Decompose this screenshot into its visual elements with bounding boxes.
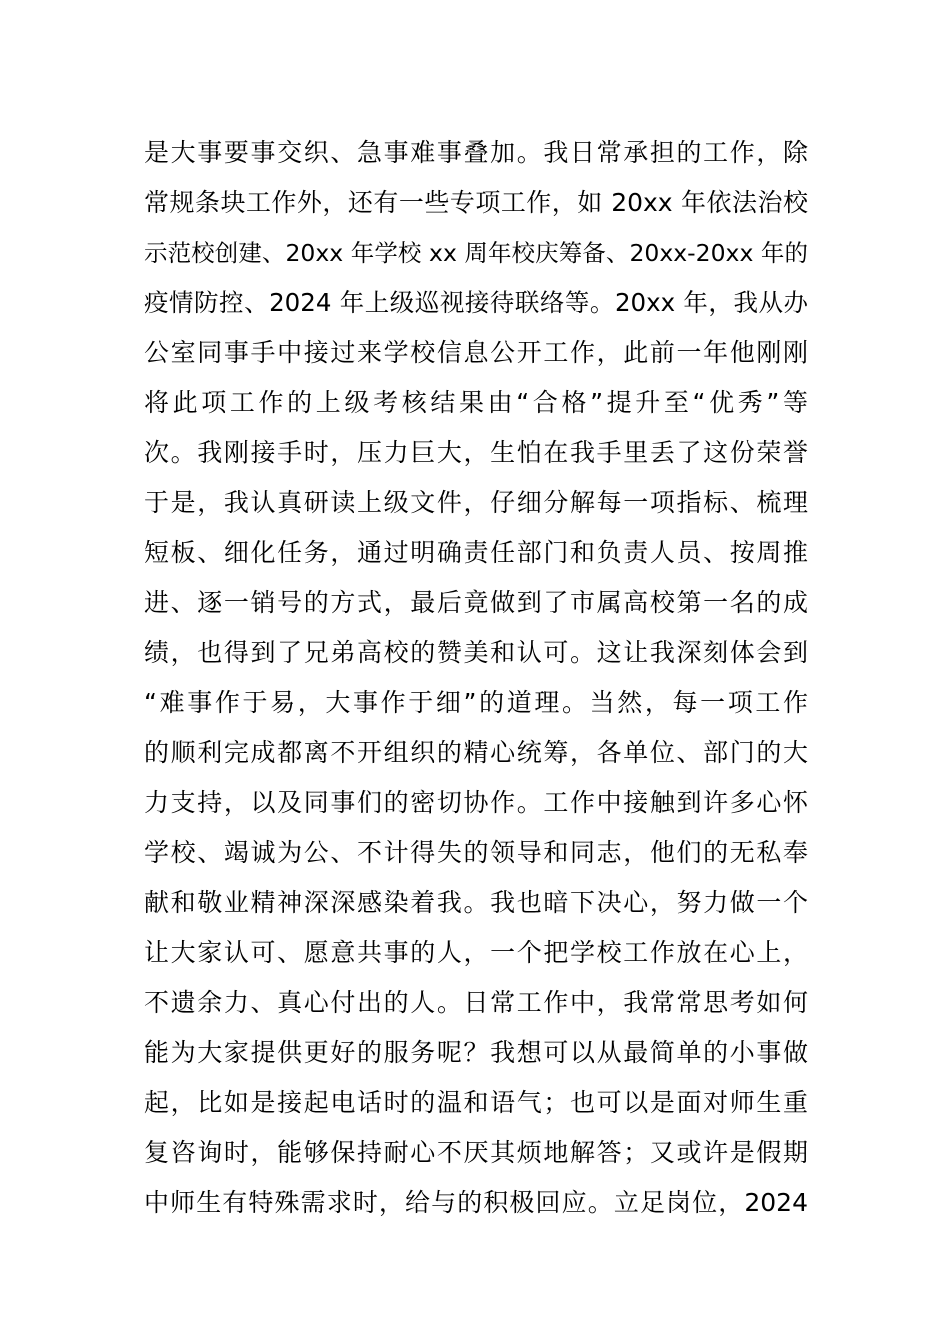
text-line: 疫情防控、2024 年上级巡视接待联络等。20xx 年，我从办	[144, 288, 808, 317]
text-line: 的顺利完成都离不开组织的精心统筹，各单位、部门的大	[144, 738, 808, 767]
text-line: 次。我刚接手时，压力巨大，生怕在我手里丢了这份荣誉	[144, 438, 808, 467]
text-line: 能为大家提供更好的服务呢？我想可以从最简单的小事做	[144, 1038, 808, 1067]
text-line: 起，比如是接起电话时的温和语气；也可以是面对师生重	[144, 1088, 808, 1117]
text-line: 将此项工作的上级考核结果由“合格”提升至“优秀”等	[144, 388, 808, 417]
text-line: 短板、细化任务，通过明确责任部门和负责人员、按周推	[144, 538, 808, 567]
text-line: 中师生有特殊需求时，给与的积极回应。立足岗位，2024	[144, 1188, 808, 1217]
text-line: 不遗余力、真心付出的人。日常工作中，我常常思考如何	[144, 988, 808, 1017]
text-line: 复咨询时，能够保持耐心不厌其烦地解答；又或许是假期	[144, 1138, 808, 1167]
text-line: 是大事要事交织、急事难事叠加。我日常承担的工作，除	[144, 138, 808, 167]
text-line: “难事作于易，大事作于细”的道理。当然，每一项工作	[144, 688, 808, 717]
text-line: 进、逐一销号的方式，最后竟做到了市属高校第一名的成	[144, 588, 808, 617]
text-line: 学校、竭诚为公、不计得失的领导和同志，他们的无私奉	[144, 838, 808, 867]
text-line: 力支持，以及同事们的密切协作。工作中接触到许多心怀	[144, 788, 808, 817]
text-line: 公室同事手中接过来学校信息公开工作，此前一年他刚刚	[144, 338, 808, 367]
text-line: 绩，也得到了兄弟高校的赞美和认可。这让我深刻体会到	[144, 638, 808, 667]
body-paragraph	[144, 128, 808, 1228]
text-line: 常规条块工作外，还有一些专项工作，如 20xx 年依法治校	[144, 188, 808, 217]
text-line: 让大家认可、愿意共事的人，一个把学校工作放在心上，	[144, 938, 808, 967]
text-line: 示范校创建、20xx 年学校 xx 周年校庆筹备、20xx-20xx 年的	[144, 239, 808, 267]
text-line: 于是，我认真研读上级文件，仔细分解每一项指标、梳理	[144, 488, 808, 517]
text-line: 献和敬业精神深深感染着我。我也暗下决心，努力做一个	[144, 888, 808, 917]
